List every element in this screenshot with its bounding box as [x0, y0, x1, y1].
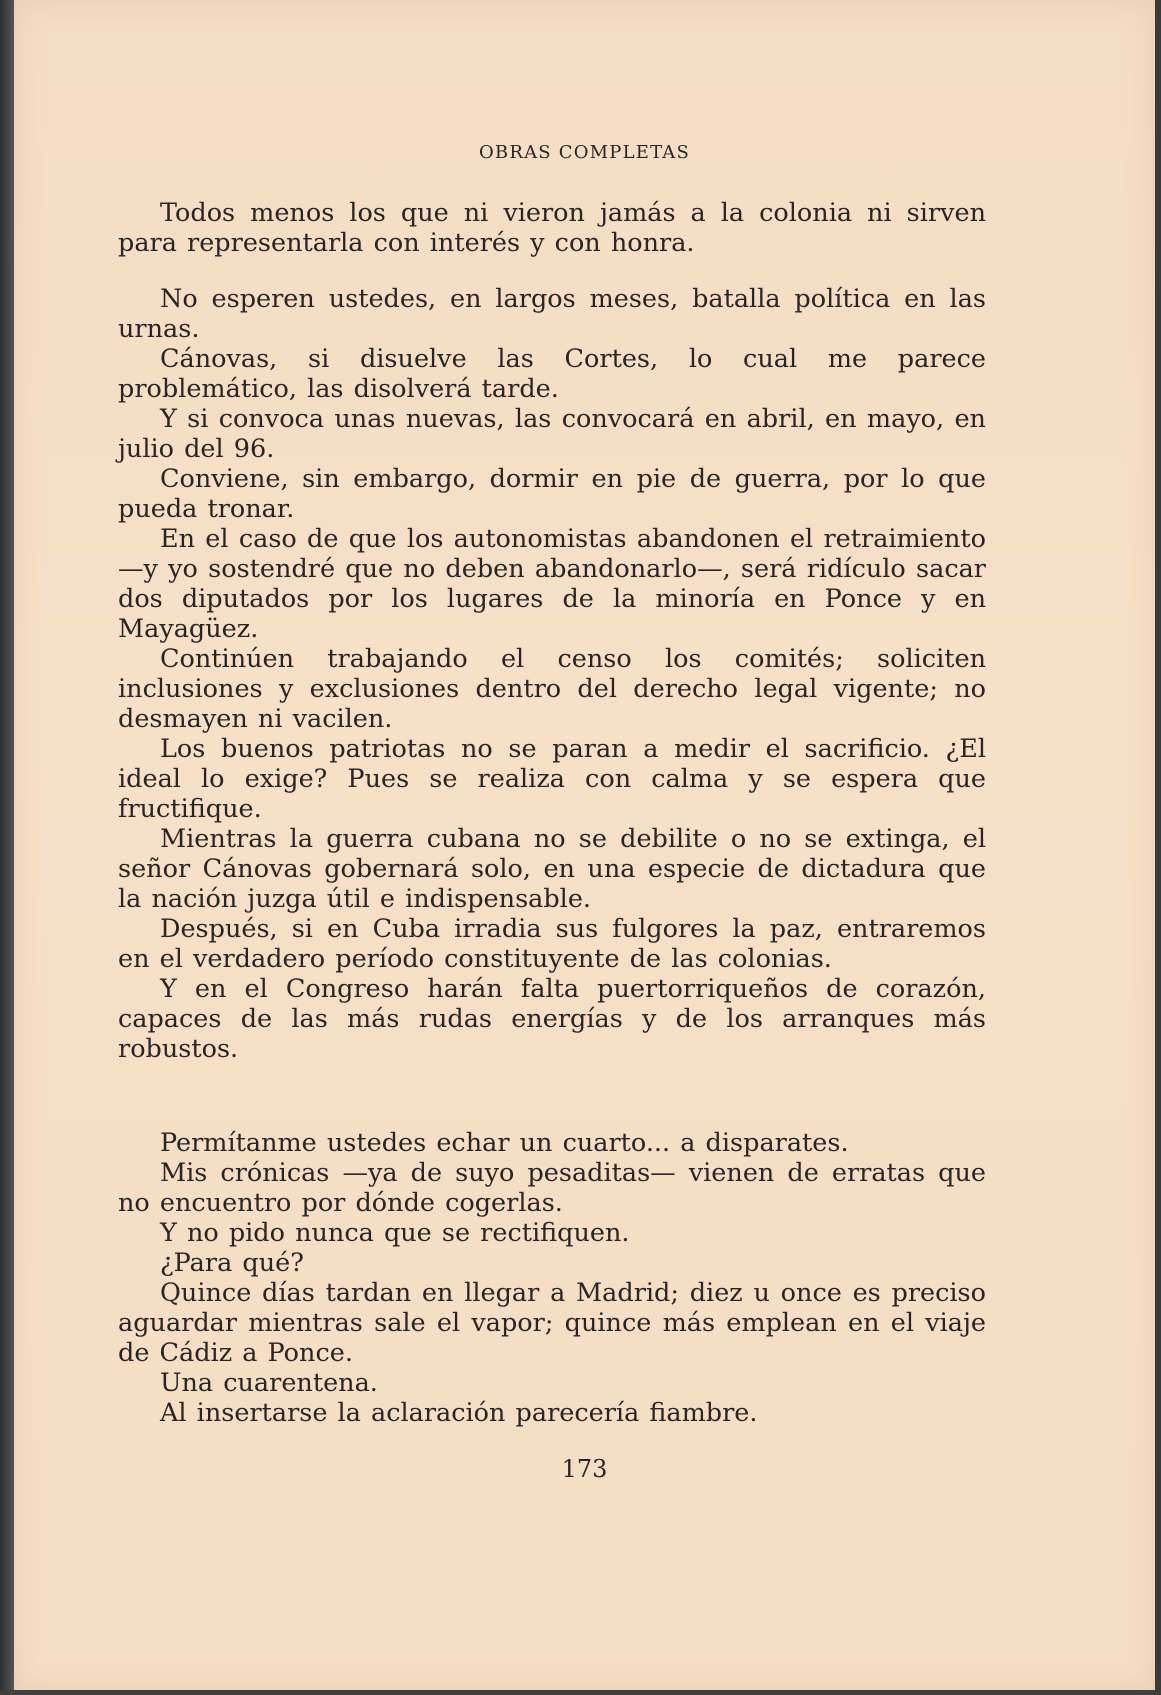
paragraph: ¿Para qué?: [160, 1248, 304, 1278]
paragraph: Conviene, sin embargo, dormir en pie de guerra, por lo que pueda tronar.: [118, 464, 986, 524]
running-header: OBRAS COMPLETAS: [478, 142, 691, 163]
book-page: [14, 0, 1155, 1690]
paragraph: Y no pido nunca que se rectifiquen.: [160, 1218, 630, 1248]
paragraph: No esperen ustedes, en largos meses, batalla política en las urnas.: [118, 284, 986, 344]
paragraph: Los buenos patriotas no se paran a medir el sacrificio. ¿El ideal lo exige? Pues se realiza con calma y se espera que fructifique.: [118, 734, 986, 824]
paragraph: Mientras la guerra cubana no se debilite o no se extinga, el señor Cánovas gobernará solo, en una especie de dictadura que la nación juzga útil e indispensable.: [118, 824, 986, 914]
paragraph: Continúen trabajando el censo los comités; soliciten inclusiones y exclusiones dentro del derecho legal vigente; no desmayen ni vacilen.: [118, 644, 986, 734]
page-number: 173: [561, 1455, 608, 1483]
paragraph: Permítanme ustedes echar un cuarto... a disparates.: [160, 1128, 849, 1158]
paragraph: Cánovas, si disuelve las Cortes, lo cual me parece problemático, las disolverá tarde.: [118, 344, 986, 404]
scan-left-border: [0, 0, 14, 1695]
text-block-2: [118, 284, 986, 1064]
paragraph: Una cuarentena.: [160, 1368, 378, 1398]
paragraph: En el caso de que los autonomistas abandonen el retraimiento —y yo sostendré que no deben abandonarlo—, será ridículo sacar dos diputados por los lugares de la minoría en Ponce y en Mayagüez.: [118, 524, 986, 644]
paragraph: Quince días tardan en llegar a Madrid; diez u once es preciso aguardar mientras sale el vapor; quince más emplean en el viaje de Cádiz a Ponce.: [118, 1278, 986, 1368]
paragraph: Y en el Congreso harán falta puertorriqueños de corazón, capaces de las más rudas energías y de los arranques más robustos.: [118, 974, 986, 1064]
scan-bottom-border: [0, 1690, 1161, 1695]
paragraph: Al insertarse la aclaración parecería fiambre.: [160, 1398, 758, 1428]
text-block-3: [118, 1128, 986, 1428]
text-block-1: [118, 198, 986, 258]
paragraph: Mis crónicas —ya de suyo pesaditas— vienen de erratas que no encuentro por dónde cogerlas.: [118, 1158, 986, 1218]
paragraph: Todos menos los que ni vieron jamás a la colonia ni sirven para representarla con interés y con honra.: [118, 198, 986, 258]
paragraph: Y si convoca unas nuevas, las convocará en abril, en mayo, en julio del 96.: [118, 404, 986, 464]
paragraph: Después, si en Cuba irradia sus fulgores la paz, entraremos en el verdadero período constituyente de las colonias.: [118, 914, 986, 974]
